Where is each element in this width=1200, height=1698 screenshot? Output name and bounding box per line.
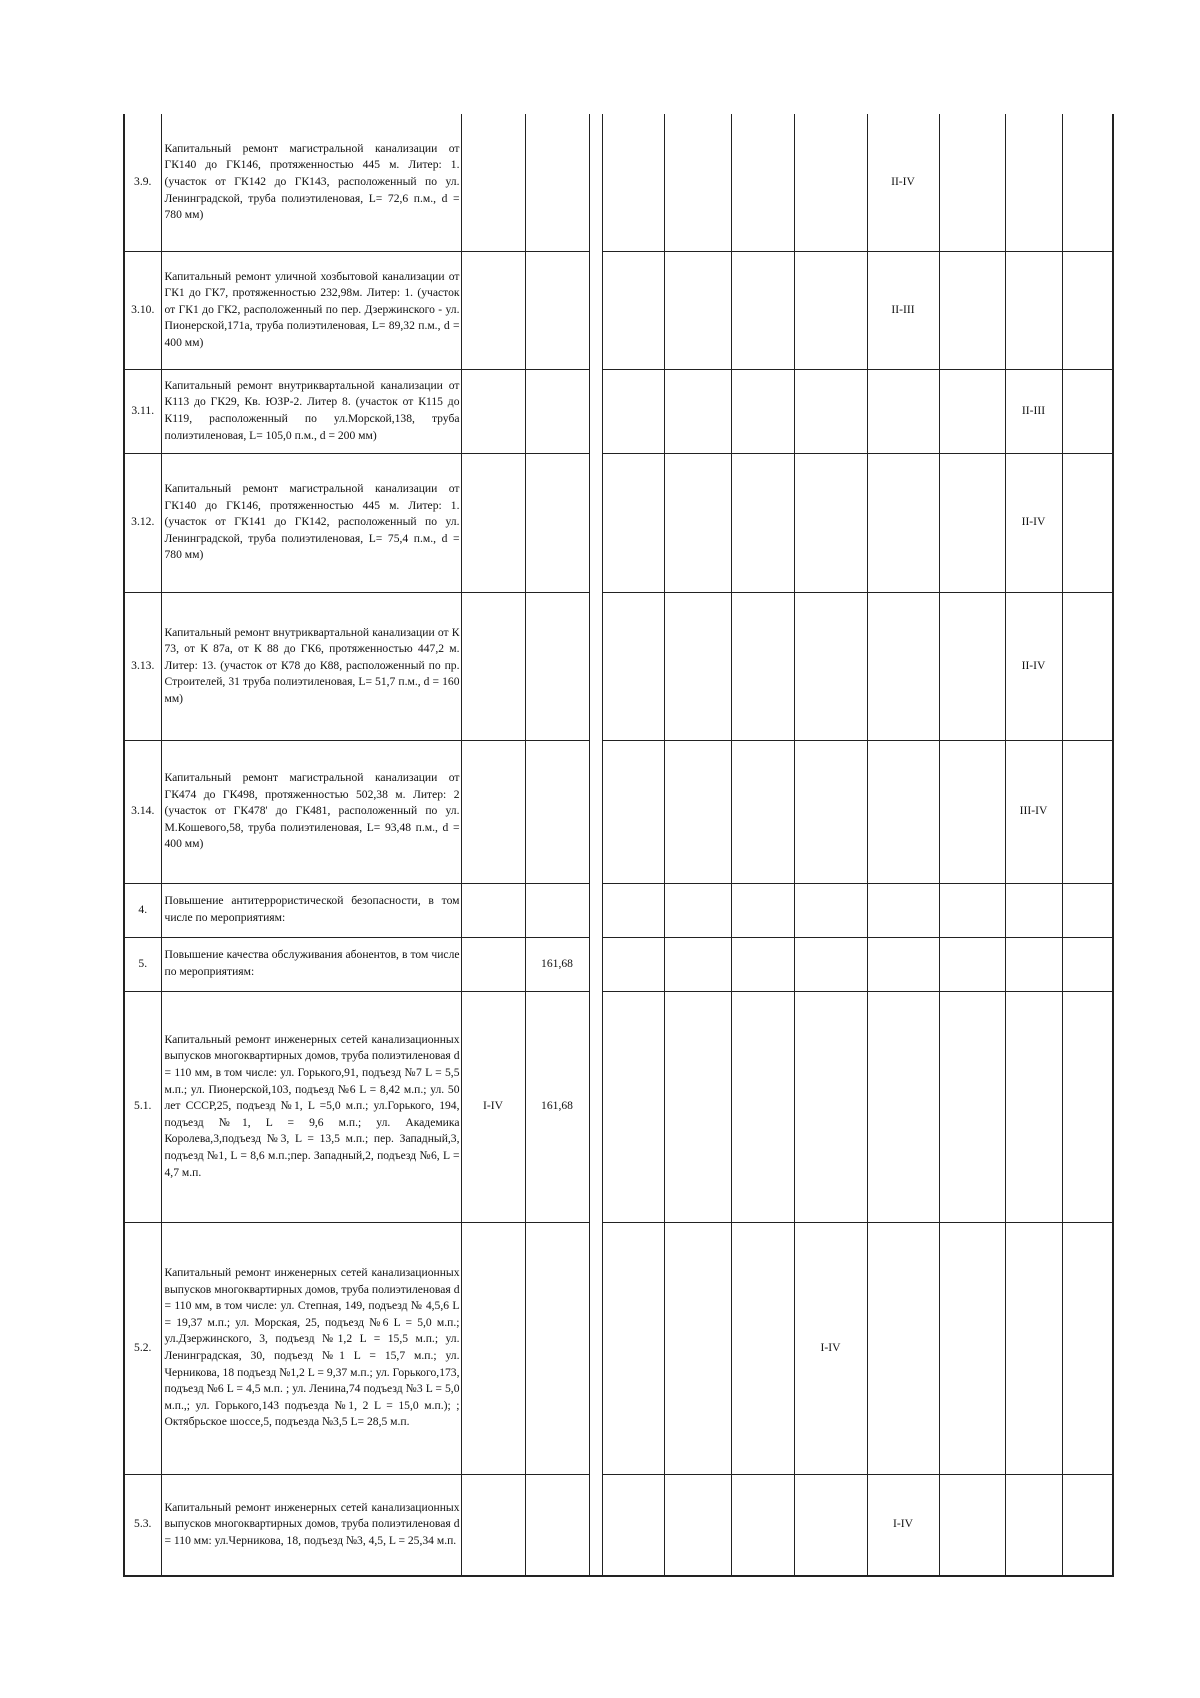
table-row	[124, 114, 1113, 251]
value-cell-4	[664, 740, 731, 883]
value-cell-2	[525, 740, 589, 883]
column-gap	[589, 740, 602, 883]
value-cell-8	[939, 991, 1005, 1222]
value-cell-6	[794, 740, 867, 883]
column-gap	[589, 1474, 602, 1576]
value-cell-1: I-IV	[461, 991, 525, 1222]
value-cell-10	[1062, 1474, 1113, 1576]
value-cell-8	[939, 369, 1005, 453]
table-row	[124, 592, 1113, 740]
value-cell-5	[731, 369, 794, 453]
row-number-cell: 3.9.	[124, 114, 161, 251]
table-row	[124, 1222, 1113, 1474]
row-description-cell: Капитальный ремонт инженерных сетей канализационных выпусков многоквартирных домов, труба полиэтиленовая d = 110 мм, в том числе: ул. Степная, 149, подъезд № 4,5,6 L = 19,37 м.п.; ул. Морская, 25, подъезд №6 L = 5,0 м.п.; ул.Дзержинского, 3, подъезд №1,2 L = 15,5 м.п.; ул. Ленинградская, 30, подъезд №1 L = 15,7 м.п.; ул. Черникова, 18 подъезд №1,2 L = 9,37 м.п.; ул. Горького,173, подъезд №6 L = 4,5 м.п. ; ул. Ленина,74 подъезд №3 L = 5,0 м.п.,; ул. Горького,143 подъезда №1, 2 L = 15,0 м.п.); ; Октябрьское шоссе,5, подъезда №3,5 L= 28,5 м.п.	[161, 1222, 461, 1474]
row-description-cell: Капитальный ремонт уличной хозбытовой канализации от ГК1 до ГК7, протяженностью 232,98м. Литер: 1. (участок от ГК1 до ГК2, расположенный по пер. Дзержинского - ул. Пионерской,171а, труба полиэтиленовая, L= 89,32 п.м., d = 400 мм)	[161, 251, 461, 369]
row-number-cell: 5.	[124, 937, 161, 991]
value-cell-1	[461, 114, 525, 251]
value-cell-2	[525, 1474, 589, 1576]
value-cell-7: II-III	[867, 251, 939, 369]
value-cell-2: 161,68	[525, 937, 589, 991]
table-row	[124, 369, 1113, 453]
row-description-cell: Повышение антитеррористической безопасности, в том числе по мероприятиям:	[161, 883, 461, 937]
value-cell-6	[794, 1474, 867, 1576]
value-cell-4	[664, 1474, 731, 1576]
value-cell-2	[525, 883, 589, 937]
value-cell-8	[939, 592, 1005, 740]
value-cell-9	[1005, 1222, 1062, 1474]
row-number-cell: 5.2.	[124, 1222, 161, 1474]
value-cell-1	[461, 1474, 525, 1576]
value-cell-3	[602, 369, 664, 453]
value-cell-4	[664, 251, 731, 369]
table-row	[124, 740, 1113, 883]
column-gap	[589, 592, 602, 740]
value-cell-4	[664, 369, 731, 453]
value-cell-7: II-IV	[867, 114, 939, 251]
value-cell-4	[664, 937, 731, 991]
value-cell-7	[867, 991, 939, 1222]
value-cell-8	[939, 453, 1005, 592]
value-cell-2	[525, 369, 589, 453]
table-row	[124, 937, 1113, 991]
row-number-cell: 3.11.	[124, 369, 161, 453]
row-description-cell: Повышение качества обслуживания абонентов, в том числе по мероприятиям:	[161, 937, 461, 991]
value-cell-6	[794, 991, 867, 1222]
value-cell-10	[1062, 740, 1113, 883]
value-cell-5	[731, 592, 794, 740]
column-gap	[589, 991, 602, 1222]
value-cell-5	[731, 991, 794, 1222]
value-cell-7	[867, 883, 939, 937]
value-cell-7	[867, 1222, 939, 1474]
value-cell-7	[867, 453, 939, 592]
row-description-cell: Капитальный ремонт магистральной канализации от ГК474 до ГК498, протяженностью 502,38 м. Литер: 2 (участок от ГК478' до ГК481, расположенный по ул. М.Кошевого,58, труба полиэтиленовая, L= 93,48 п.м., d = 400 мм)	[161, 740, 461, 883]
value-cell-5	[731, 883, 794, 937]
value-cell-10	[1062, 883, 1113, 937]
row-number-cell: 5.1.	[124, 991, 161, 1222]
value-cell-5	[731, 1222, 794, 1474]
value-cell-4	[664, 453, 731, 592]
table-row	[124, 991, 1113, 1222]
value-cell-3	[602, 453, 664, 592]
row-description-cell: Капитальный ремонт инженерных сетей канализационных выпусков многоквартирных домов, труба полиэтиленовая d = 110 мм: ул.Черникова, 18, подъезд №3, 4,5, L = 25,34 м.п.	[161, 1474, 461, 1576]
document-table	[123, 114, 1114, 1577]
value-cell-4	[664, 883, 731, 937]
value-cell-6	[794, 453, 867, 592]
table-row	[124, 1474, 1113, 1576]
value-cell-3	[602, 740, 664, 883]
value-cell-6	[794, 883, 867, 937]
value-cell-6	[794, 937, 867, 991]
value-cell-5	[731, 114, 794, 251]
value-cell-9	[1005, 883, 1062, 937]
value-cell-9: II-IV	[1005, 453, 1062, 592]
value-cell-8	[939, 740, 1005, 883]
value-cell-9	[1005, 991, 1062, 1222]
column-gap	[589, 883, 602, 937]
row-description-cell: Капитальный ремонт внутриквартальной канализации от К 73, от К 87а, от К 88 до ГК6, протяженностью 447,2 м. Литер: 13. (участок от К78 до К88, расположенный по пр. Строителей, 31 труба полиэтиленовая, L= 51,7 п.м., d = 160 мм)	[161, 592, 461, 740]
value-cell-3	[602, 1474, 664, 1576]
value-cell-1	[461, 592, 525, 740]
value-cell-3	[602, 251, 664, 369]
table-row	[124, 251, 1113, 369]
value-cell-2	[525, 114, 589, 251]
value-cell-3	[602, 937, 664, 991]
value-cell-2: 161,68	[525, 991, 589, 1222]
value-cell-4	[664, 592, 731, 740]
row-description-cell: Капитальный ремонт внутриквартальной канализации от К113 до ГК29, Кв. ЮЗР-2. Литер 8. (участок от К115 до К119, расположенный по ул.Морской,138, труба полиэтиленовая, L= 105,0 п.м., d = 200 мм)	[161, 369, 461, 453]
value-cell-4	[664, 991, 731, 1222]
value-cell-7	[867, 369, 939, 453]
value-cell-9: II-III	[1005, 369, 1062, 453]
value-cell-7: I-IV	[867, 1474, 939, 1576]
value-cell-10	[1062, 453, 1113, 592]
value-cell-8	[939, 937, 1005, 991]
value-cell-1	[461, 1222, 525, 1474]
value-cell-9	[1005, 251, 1062, 369]
value-cell-6	[794, 251, 867, 369]
value-cell-2	[525, 251, 589, 369]
value-cell-10	[1062, 114, 1113, 251]
row-number-cell: 3.10.	[124, 251, 161, 369]
value-cell-9	[1005, 1474, 1062, 1576]
column-gap	[589, 1222, 602, 1474]
value-cell-5	[731, 740, 794, 883]
table-body	[124, 114, 1113, 1576]
value-cell-9: III-IV	[1005, 740, 1062, 883]
value-cell-3	[602, 883, 664, 937]
value-cell-6	[794, 369, 867, 453]
value-cell-7	[867, 937, 939, 991]
row-number-cell: 3.13.	[124, 592, 161, 740]
value-cell-10	[1062, 251, 1113, 369]
value-cell-1	[461, 453, 525, 592]
value-cell-1	[461, 937, 525, 991]
column-gap	[589, 453, 602, 592]
row-number-cell: 3.14.	[124, 740, 161, 883]
column-gap	[589, 251, 602, 369]
value-cell-5	[731, 1474, 794, 1576]
value-cell-9: II-IV	[1005, 592, 1062, 740]
row-number-cell: 5.3.	[124, 1474, 161, 1576]
value-cell-1	[461, 369, 525, 453]
value-cell-10	[1062, 1222, 1113, 1474]
value-cell-8	[939, 114, 1005, 251]
row-description-cell: Капитальный ремонт магистральной канализации от ГК140 до ГК146, протяженностью 445 м. Литер: 1. (участок от ГК141 до ГК142, расположенный по ул. Ленинградской, труба полиэтиленовая, L= 75,4 п.м., d = 780 мм)	[161, 453, 461, 592]
table-row	[124, 453, 1113, 592]
value-cell-6: I-IV	[794, 1222, 867, 1474]
value-cell-5	[731, 251, 794, 369]
value-cell-4	[664, 114, 731, 251]
value-cell-8	[939, 251, 1005, 369]
value-cell-9	[1005, 937, 1062, 991]
row-description-cell: Капитальный ремонт инженерных сетей канализационных выпусков многоквартирных домов, труба полиэтиленовая d = 110 мм, в том числе: ул. Горького,91, подъезд №7 L = 5,5 м.п.; ул. Пионерской,103, подъезд №6 L = 8,42 м.п.; ул. 50 лет СССР,25, подъезд №1, L =5,0 м.п.; ул.Горького, 194, подъезд №1, L = 9,6 м.п.; ул. Академика Королева,3,подъезд №3, L = 13,5 м.п.; пер. Западный,3, подъезд №1, L = 8,6 м.п.;пер. Западный,2, подъезд №6, L = 4,7 м.п.	[161, 991, 461, 1222]
value-cell-3	[602, 114, 664, 251]
value-cell-1	[461, 883, 525, 937]
value-cell-6	[794, 114, 867, 251]
value-cell-10	[1062, 369, 1113, 453]
value-cell-9	[1005, 114, 1062, 251]
value-cell-7	[867, 740, 939, 883]
value-cell-5	[731, 937, 794, 991]
column-gap	[589, 114, 602, 251]
value-cell-8	[939, 883, 1005, 937]
value-cell-8	[939, 1474, 1005, 1576]
value-cell-3	[602, 592, 664, 740]
value-cell-6	[794, 592, 867, 740]
value-cell-10	[1062, 592, 1113, 740]
value-cell-5	[731, 453, 794, 592]
value-cell-1	[461, 740, 525, 883]
value-cell-8	[939, 1222, 1005, 1474]
value-cell-10	[1062, 937, 1113, 991]
value-cell-3	[602, 991, 664, 1222]
row-description-cell: Капитальный ремонт магистральной канализации от ГК140 до ГК146, протяженностью 445 м. Литер: 1. (участок от ГК142 до ГК143, расположенный по ул. Ленинградской, труба полиэтиленовая, L= 72,6 п.м., d = 780 мм)	[161, 114, 461, 251]
value-cell-2	[525, 453, 589, 592]
column-gap	[589, 937, 602, 991]
row-number-cell: 4.	[124, 883, 161, 937]
column-gap	[589, 369, 602, 453]
value-cell-4	[664, 1222, 731, 1474]
table-row	[124, 883, 1113, 937]
value-cell-7	[867, 592, 939, 740]
row-number-cell: 3.12.	[124, 453, 161, 592]
value-cell-3	[602, 1222, 664, 1474]
value-cell-1	[461, 251, 525, 369]
value-cell-10	[1062, 991, 1113, 1222]
value-cell-2	[525, 1222, 589, 1474]
value-cell-2	[525, 592, 589, 740]
